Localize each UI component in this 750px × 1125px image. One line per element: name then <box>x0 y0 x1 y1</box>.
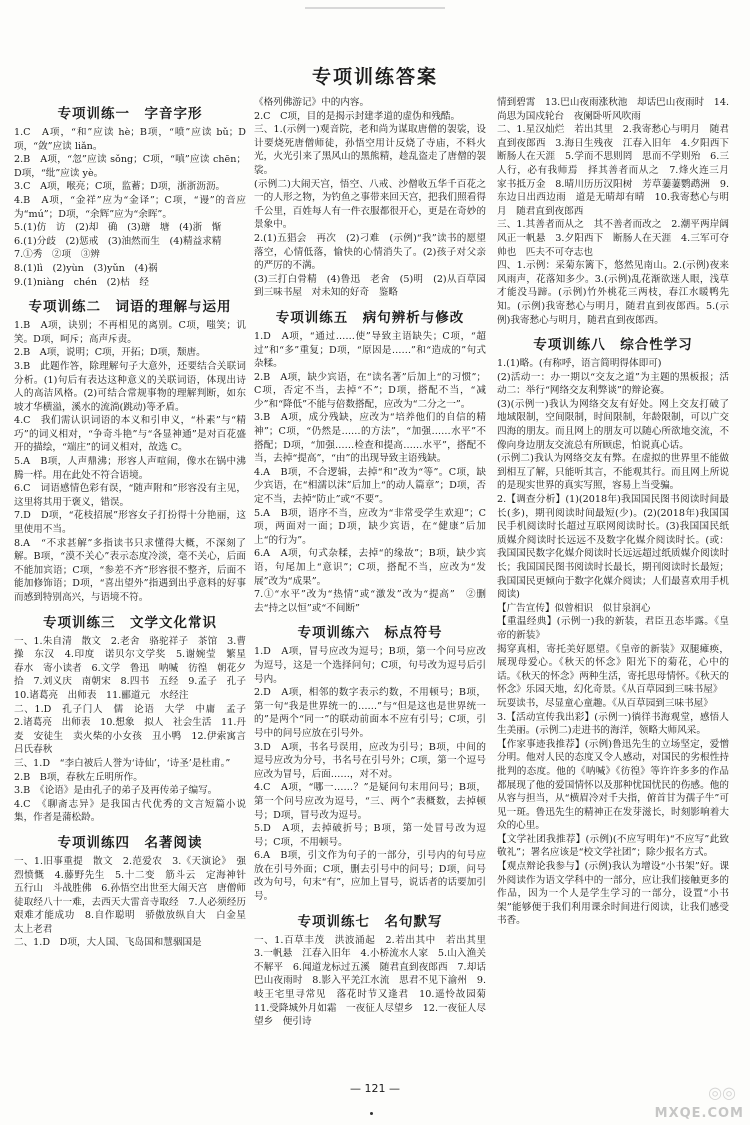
answer-item: 2.B A项，“忽”应读 sǒng；C项，“嗔”应读 chēn；D项，“纰”应读 yè。 <box>14 154 246 179</box>
page-title: 专项训练答案 <box>311 66 438 88</box>
watermark-seal-icon: ◎◎ <box>708 1083 736 1102</box>
section-heading: 专项训练四 名著阅读 <box>57 834 203 851</box>
answer-item: 7.D D项，“花枝招展”形容女子打扮得十分艳丽，这里使用不当。 <box>14 510 246 536</box>
answer-item: 5.D A项，去掉破折号；B项，第一处冒号改为逗号；C项，不用顿号。 <box>254 823 486 848</box>
answer-item: 3.【活动宣传我出彩】(示例一)徜徉书海观堂，感悟人生美丽。(示例二)走进书的海洋，领略大师风采。 <box>497 711 729 737</box>
answer-item: 2.【调查分析】(1)(2018年)我国国民图书阅读时间最长(多)，期刊阅读时间最短(少)。(2)(2018年)我国国民手机阅读时长超过互联网阅读时长。(3)我国国民纸质媒介阅读时长远远不及数字化媒介阅读时长。(或：我国国民数字化媒介阅读时长远远超过纸质媒介阅读时长；我国国民图书阅读时长最长，期刊阅读时长最短；我国国民更倾向于数字化媒介阅读；人们最喜欢用手机阅读) <box>497 494 729 601</box>
answer-item: 4.C A项，“哪一……？”是疑问句末用问号；B项，第一个问号应改为逗号，“三、两个”表概数，去掉顿号；D项，冒号改为逗号。 <box>254 782 486 821</box>
answer-item: 5.(1)仿 访 (2)却 确 (3)瑭 塘 (4)浙 惭 <box>14 222 222 234</box>
answer-item: 3.B 此题作答，除理解句子大意外，还要结合关联词分析。(1)句后有表达这种意义的关联词语，体现出诗人的高洁风格。(2)可结合常规事物的理解判断，如东坡才华横溢，溪水的流淌(跳动)等矛盾。 <box>14 360 246 413</box>
answer-item: 一、1.朱自清 散文 2.老舍 骆驼祥子 茶馆 3.曹操 东汉 4.印度 诺贝尔文学奖 5.谢婉莹 繁星 春水 寄小读者 6.文学 鲁迅 呐喊 彷徨 朝花夕拾 7.刘义庆 南朝宋 8.四书 五经 9.孟子 孔子 10.诸葛亮 出师表 11.郦道元 水经注 <box>14 635 256 701</box>
answer-item: 3.B 《论语》是由孔子的弟子及再传弟子编写。 <box>14 785 218 797</box>
column-middle <box>254 96 496 1096</box>
answer-item: 5.A B项，人声鼎沸；形容人声喧闹，像水在锅中沸腾一样。用在此处不符合语境。 <box>14 456 246 481</box>
answer-item: 7.①“水平”改为“热情”或“激发”改为“提高” ②删去“持之以恒”或“不间断” <box>254 589 486 614</box>
answer-item: 1.C A项，“和”应读 hè；B项，“喷”应读 bǔ；D项，“敛”应读 liǎn。 <box>14 127 246 152</box>
answer-item: 4.C 我们需认识词语的本义和引申义，“朴素”与“精巧”的词义相对，“争奇斗艳”与“各显神通”是对百花盛开的描绘，“端庄”的词义相对，故选 C。 <box>14 415 246 454</box>
answer-item: 3.D A项，书名号误用，应改为引号；B项，中间的逗号应改为分号，书名号在引号外；C项，第一个逗号应改为冒号，后面……，对不对。 <box>254 741 486 780</box>
answer-item: 2.B A项，说明；C项，开拓；D项，颓唐。 <box>14 347 206 359</box>
section-heading: 专项训练二 词语的理解与运用 <box>28 299 232 316</box>
bottom-dot <box>370 1112 373 1115</box>
answer-item: 三、1.其善者而从之 其不善者而改之 2.潮平两岸阔 风正一帆悬 3.夕阳西下 断肠人在天涯 4.三军可夺帅也 匹夫不可夺志也 <box>497 219 739 258</box>
answer-item: 3.B A项，成分残缺，应改为“培养他们的自信的精神”；C项，“仍然是……的方法”，“加强……水平”不搭配；D项，“加强……检查和提高……水平”，搭配不当，去掉“提高”，“由”的出现导致主语残缺。 <box>254 412 486 465</box>
answer-item: 一、1.旧事重提 散文 2.范爱农 3.《天演论》 强烈愤慨 4.藤野先生 5.十二变 筋斗云 定海神针 五行山 斗战胜佛 6.孙悟空出世至大闹天宫 唐僧师徒取经八十一难，去西天大雷音寺取经 7.人必须经历艰难才能成功 8.自作聪明 骄傲放纵自大 白金星 太上老君 <box>14 855 256 935</box>
section-heading: 专项训练六 标点符号 <box>297 625 443 642</box>
top-scan-mark <box>305 4 445 14</box>
section-heading: 专项训练一 字音字形 <box>57 106 203 122</box>
answer-item: 8.A “不求甚解”多指读书只求懂得大概，不深刻了解。B项，“漠不关心”表示态度冷淡，毫不关心，后面不能加宾语；C项，“参差不齐”形容很不整齐，后面不能加修饰语；D项，“喜出望外”指遇到出乎意料的好事而感到特别高兴，与语境不符。 <box>14 537 246 603</box>
answer-item: 【文学社团我推荐】(示例)(不应写明年)“不应写”此致敬礼”；署名应该是“校文学社团”；除少报名方式。 <box>497 833 729 859</box>
answer-item: 5.A B项，语序不当，应改为“非常受学生欢迎”；C项，两面对一面；D项，缺少宾语，在“健康”后加上“的行为”。 <box>254 507 486 546</box>
answer-item: (3)三打白骨精 (4)鲁迅 老舍 (5)明 (2)从百草园到三味书屋 对未知的好奇 鉴略 <box>254 273 486 299</box>
answer-item: 二、1.星汉灿烂 若出其里 2.我寄愁心与明月 随君直到夜郎西 3.海日生残夜 江春入旧年 4.夕阳西下 断肠人在天涯 5.学而不思则罔 思而不学则殆 6.三人行，必有我师焉 择其善者而从之 7.烽火连三月 家书抵万金 8.晴川历历汉阳树 芳草萋萋鹦鹉洲 9.东边日出西边雨 道是无晴却有晴 10.我寄愁心与明月 随君直到夜郎西 <box>497 124 739 217</box>
section-heading: 专项训练八 综合性学习 <box>533 337 693 354</box>
answer-item: 【广告宣传】似曾相识 似甘泉润心 <box>497 602 651 614</box>
section-heading: 专项训练五 病句辨析与修改 <box>275 309 465 326</box>
answer-item: 二、1.D 孔子门人 儒 论语 大学 中庸 孟子 2.诸葛亮 出师表 10.想象 拟人 社会生活 11.丹麦 安徒生 卖火柴的小女孩 丑小鸭 12.伊索寓言 吕氏春秋 <box>14 703 256 756</box>
answer-item: 2.(1)五猖会 再次 (2)刁难 (示例)“我”读书的愿望落空，心情低落，愉快的心情消失了。(2)孩子对父亲的严厉的不满。 <box>254 232 486 272</box>
answer-item: 7.①秀 ②项 ③辨 <box>14 249 100 261</box>
page-number: — 121 — <box>350 1082 400 1095</box>
column-left <box>14 96 256 1096</box>
answer-item: 2.B B项，春秋左丘明所作。 <box>14 771 143 783</box>
answer-item: (2)活动一：办一期以“交友之道”为主题的黑板报；活动二：举行“网络交友利弊谈”的辩论赛。 <box>497 371 729 397</box>
answer-item: 三、1.D “李白被后人誉为‘诗仙’，‘诗圣’是杜甫。” <box>14 757 231 769</box>
answer-item: 3.C A项，喉亮；C项，监蓄；D项，浙浙沥沥。 <box>14 181 226 193</box>
answer-item: (示例二)大闹天宫，悟空、八戒、沙僧收五华千百花之一的人形之物，为钓鱼之事带来回天宫，把我们照看得千公里，百姓每人有一件衣服都很开心，更是在奇妙的景象中。 <box>254 178 486 231</box>
answer-item: 6.(1)分歧 (2)惩戒 (3)油然而生 (4)精益求精 <box>14 235 222 247</box>
section-heading: 专项训练七 名句默写 <box>297 913 443 930</box>
answer-item: 6.C 词语感情色彩有误，“随声附和”形容没有主见，这里将其用于褒义，错误。 <box>14 483 246 508</box>
answer-item: 6.A B项，引文作为句子的一部分，引号内的句号应放在引号外面；C项，删去引号中的问号；D项，问号改为句号，句末“有”，应加上冒号，说话者的话要加引号。 <box>254 850 486 903</box>
answer-item: 揭穿真相，寄托美好愿望。《皇帝的新装》双腿瘫痪，展现母爱心。《秋天的怀念》阳光下的菊花，心中的话。《秋天的怀念》两种生活，寄托思母情怀。《秋天的怀念》乐园天地，幻化奇景。《从百草园到三味书屋》 <box>497 643 729 696</box>
answer-item: 2.B A项，缺少宾语，在“读名著”后加上“的习惯”；C项，否定不当，去掉“不”；D项，搭配不当，“减少”和“降低”不能与倍数搭配，应改为“二分之一”。 <box>254 371 486 410</box>
answer-item: 1.(1)略。(有称呼，语言简明得体即可) <box>497 358 662 370</box>
answer-item: (示例二)我认为网络交友有弊。在虚拟的世界里不能做到相互了解，只能听其言，不能观其行。而且网上所说的是现实世界的真实写照，容易上当受骗。 <box>497 453 729 492</box>
answer-item: 2.C C项，目的是揭示封建孝道的虚伪和残酷。 <box>254 110 461 122</box>
answer-item: 2.D A项，相邻的数字表示约数，不用顿号；B项，第一句“我是世界统一的……”与“但是这也是世界统一的”是两个“同一”的联动前面本不应有引号；C项，引号中的问号应放在引号外。 <box>254 687 486 739</box>
answer-item: 三、1.(示例一)观音院，老和尚为谋取唐僧的袈裟，设计要烧死唐僧师徒，孙悟空用计反烧了寺庙，不料火光，火光引来了黑风山的黑熊精，趁乱盗走了唐僧的袈裟。 <box>254 124 486 176</box>
answer-item: 4.B A项，“金祥”应为“金译”；C项，“谩”的音应为“mú”；D项，“余辉”应为“余晖”。 <box>14 194 246 220</box>
answer-item: 【作家事迹我推荐】(示例)鲁迅先生的立场坚定，爱憎分明。他对人民的态度又令人感动，对国民的劣根性持批判的态度。他的《呐喊》《彷徨》等许许多多的作品都展现了他的爱国情怀以及那种忧国忧民的伤感。他的从容与担当，从“横眉冷对千夫指，俯首甘为孺子牛”可见一斑。鲁迅先生的精神正在发芽滋长，时刻影响着大众的心里。 <box>497 738 729 832</box>
answer-item: 情到碧霄 13.巴山夜雨涨秋池 却话巴山夜雨时 14.尚思为国戍轮台 夜阑卧听风吹雨 <box>497 97 729 122</box>
answer-item: 6.A A项，句式杂糅，去掉“的缘故”；B项，缺少宾语，句尾加上“意识”；C项，搭配不当，应改为“发展”改为“成果”。 <box>254 548 486 587</box>
watermark-url: MXQE.COM <box>654 1106 744 1121</box>
answer-item: (3)(示例一)我认为网络交友有好处。网上交友打破了地域限制，空间限制，时间限制，年龄限制，可以广交四海的朋友。而且网上的朋友可以随心所欲地交流，不像向身边朋友交流总有所顾虑，怕说真心话。 <box>497 398 729 451</box>
answer-item: 1.D A项，“通过……使”导致主语缺失；C项，“超过”和“多”重复；D项，“原因是……”和“造成的”句式杂糅。 <box>254 330 486 370</box>
answer-item: 四、1.示例：采菊东篱下，悠然见南山。2.(示例)夜来风雨声，花落知多少。3.(示例)乱花渐欲迷人眼，浅草才能没马蹄。(示例)竹外桃花三两枝，春江水暖鸭先知。(示例)我寄愁心与明月，随君直到夜郎西。5.(示例)我寄愁心与明月，随君直到夜郎西。 <box>497 260 729 326</box>
answer-item: 《格列佛游记》中的内容。 <box>254 97 370 108</box>
answer-item: 一、1.百草丰茂 洪波涌起 2.若出其中 若出其里 3.一帆悬 江春入旧年 4.小桥流水人家 5.山入渔关不解平 6.闻道龙标过五溪 随君直到夜郎西 7.却话巴山夜雨时 8.影入平羌江水流 思君不见下渝州 9.岐王宅里寻常见 落花时节又逢君 10.遥怜故园菊 11.受降城外月如霜 一夜征人尽望乡 12.一夜征人尽望乡 便引诗 <box>254 934 496 1028</box>
answer-item: 二、1.D D项，大人国、飞岛国和慧骃国是 <box>14 937 202 949</box>
section-heading: 专项训练三 文学文化常识 <box>43 614 217 631</box>
answer-item: 4.C 《聊斋志异》是我国古代优秀的文言短篇小说集，作者是蒲松龄。 <box>14 798 246 824</box>
answer-item: 1.D A项，冒号应改为逗号；B项，第一个问号应改为逗号，这是一个选择问句；C项，句号改为逗号后引号内。 <box>254 646 486 685</box>
watermark-logo <box>624 1083 744 1121</box>
answer-item: 【重温经典】(示例一)我的新装，君臣丑态毕露。《皇帝的新装》 <box>497 616 729 641</box>
answer-item: 玩耍读书，尽显童心童趣。《从百草园到三味书屋》 <box>497 697 713 709</box>
answer-item: 9.(1)niàng chén (2)枯 经 <box>14 276 149 288</box>
answer-item: 4.A B项，不合逻辑，去掉“和”改为“等”。C项，缺少宾语，在“相濡以沫”后加上“的动人篇章”；D项，否定不当，去掉“防止”或“不要”。 <box>254 466 486 506</box>
answer-item: 8.(1)lì (2)yùn (3)yǔn (4)祸 <box>14 262 158 274</box>
answer-item: 【观点辩论我参与】(示例)我认为增设“小书架”好。课外阅读作为语文学科中的一部分，应让我们接触更多的作品，因为一个人是学生学习的一部分，设置“小书架”能够便于我们利用课余时间进行阅读，让我们感受书香。 <box>497 861 729 927</box>
answer-item: 1.B A项，诀别；不再相见的离别。C项，嗤笑；讥笑。D项，呵斥；高声斥责。 <box>14 320 246 345</box>
column-right <box>497 96 739 1096</box>
